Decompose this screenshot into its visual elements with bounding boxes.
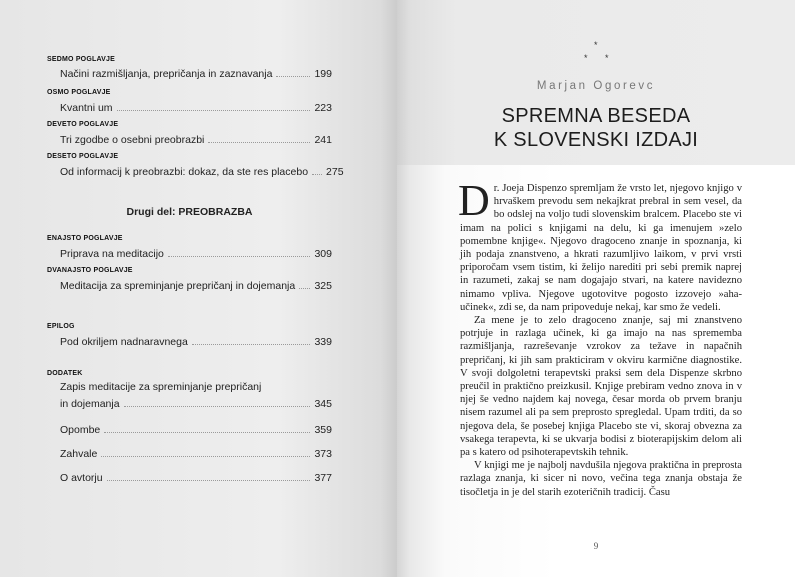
toc-list-part2 [47,235,332,299]
toc-title: Meditacija za spreminjanje prepričanj in dojemanja [60,280,296,292]
ornament-stars [580,40,616,66]
toc-page: 199 [314,68,332,80]
title-line: SPREMNA BESEDA [501,105,691,127]
toc-title: Opombe [60,424,101,436]
toc-row [60,279,332,293]
chapter-title [397,104,795,152]
paragraph: Za mene je to zelo dragoceno znanje, saj mi znanstveno potrjuje in razlaga učinek, ki ga imajo na nas sprememba razmišljanja, razreševanje vzrokov za težave in napačnih prepričanj, ki jih sam prakticiram v okviru karmične diagnostike. V svoji dolgoletni terapevtski praksi sem dela Dispenze skrbno preučil in praktično preizkusil. Knjige prebiram vedno znova in v njej še vedno najdem kaj novega, česar morda ob prvem branju nisem razumel ali pa sem preprosto spregledal. Upam trditi, da so njegova dela, še posebej knjiga Placebo ste vi, skoraj obvezna za vsakega terapevta, ki se ukvarja bodisi z bioterapijskim delom ali pa s katero od psihoterapevtskih tehnik. [460,315,742,459]
toc-entry[interactable] [47,153,344,185]
chapter-label: DVANAJSTO POGLAVJE [47,267,133,274]
toc-row [60,133,332,147]
dot-leader [312,174,322,175]
paragraph [458,176,742,314]
toc-title: Načini razmišljanja, prepričanja in zaznavanja [60,68,273,80]
chapter-label: OSMO POGLAVJE [47,89,111,96]
dot-leader [276,76,310,77]
page-number: 9 [593,541,599,551]
toc-page: 325 [314,280,332,292]
toc-page: 345 [314,398,332,410]
toc-page: 275 [326,166,344,178]
toc-title: Tri zgodbe o osebni preobrazbi [60,134,205,146]
toc-row [60,67,332,81]
toc-row-zahvale[interactable] [60,447,332,461]
toc-dodatek[interactable] [47,370,332,411]
body-text [458,176,742,499]
right-page-content [397,0,795,577]
toc-list-part1 [47,56,344,185]
chapter-label: ENAJSTO POGLAVJE [47,235,123,242]
toc-title: O avtorju [60,472,103,484]
chapter-label: DEVETO POGLAVJE [47,121,119,128]
toc-page: 241 [314,134,332,146]
toc-title-line: Zapis meditacije za spreminjanje prepričanj [60,381,262,393]
dot-leader [208,142,310,143]
toc-title: Zahvale [60,448,98,460]
star-icon: * [594,40,598,50]
chapter-label: SEDMO POGLAVJE [47,56,116,63]
toc-row [60,335,332,349]
part-title: Drugi del: PREOBRAZBA [126,206,253,218]
toc-row-o-avtorju[interactable] [60,471,332,485]
toc-page: 223 [314,102,332,114]
toc-page: 309 [314,248,332,260]
toc-page: 377 [314,472,332,484]
toc-page: 359 [314,424,332,436]
toc-row [60,247,332,261]
dot-leader [168,256,311,257]
star-icon: * [605,53,609,63]
dot-leader [104,432,310,433]
chapter-label: DODATEK [47,370,83,377]
toc-entry[interactable] [47,56,332,83]
toc-title: Pod okriljem nadnaravnega [60,336,188,348]
star-icon: * [584,53,588,63]
toc-entry[interactable] [47,267,332,299]
toc-title: Priprava na meditacijo [60,248,164,260]
dot-leader [117,110,311,111]
chapter-label: EPILOG [47,323,75,330]
toc-row-opombe[interactable] [60,423,332,437]
toc-row [60,101,332,115]
toc-title: Kvantni um [60,102,113,114]
dot-leader [192,344,311,345]
toc-title: Od informacij k preobrazbi: dokaz, da ste res placebo [60,166,309,178]
dot-leader [299,288,310,289]
toc-title: in dojemanja [60,398,120,410]
toc-page: 339 [314,336,332,348]
toc-page: 373 [314,448,332,460]
paragraph: V knjigi me je najbolj navdušila njegova praktična in preprosta razlaga znanja, ki sicer ni novo, večina tega znanja obstaja že tisočletja in je del starih ezoteričnih tradicij. Času [460,460,742,498]
toc-epilog[interactable] [47,323,332,349]
dot-leader [101,456,310,457]
toc-entry[interactable] [47,121,332,153]
paragraph-text: r. Joeja Dispenzo spremljam že vrsto let, njegovo knjigo v hrvaškem prevodu sem nekajkrat prebral in sem vesel, da bo odslej na voljo tudi slovenskim bralcem. Placebo ste vi imam na polici s knjigami na delu, ki ga imenujem »zelo pomembne knjige«. Njegovo dragoceno znanje in spoznanja, ki jih podaja znanstveno, a hkrati razumljivo laikom, v prvi vrsti priporočam vsem tistim, ki želijo narediti pri sebi premik naprej in razumeti, zakaj se nam dogajajo stvari, na katere navidezno nimamo vpliva. Njegove ugotovitve pogosto izzovejo »aha-učinek«, zdi se, da nam pripoveduje nekaj, kar smo že vedeli. [460,183,742,313]
dot-leader [124,406,311,407]
author-name: Marjan Ogorevc [536,80,656,92]
toc-extras [47,423,332,485]
drop-cap: D [458,176,490,225]
chapter-label: DESETO POGLAVJE [47,153,119,160]
toc-entry[interactable] [47,235,332,267]
dot-leader [107,480,311,481]
toc-entry[interactable] [47,89,332,121]
toc-row [60,397,332,411]
title-line: K SLOVENSKI IZDAJI [493,129,699,151]
toc-row [60,165,344,179]
